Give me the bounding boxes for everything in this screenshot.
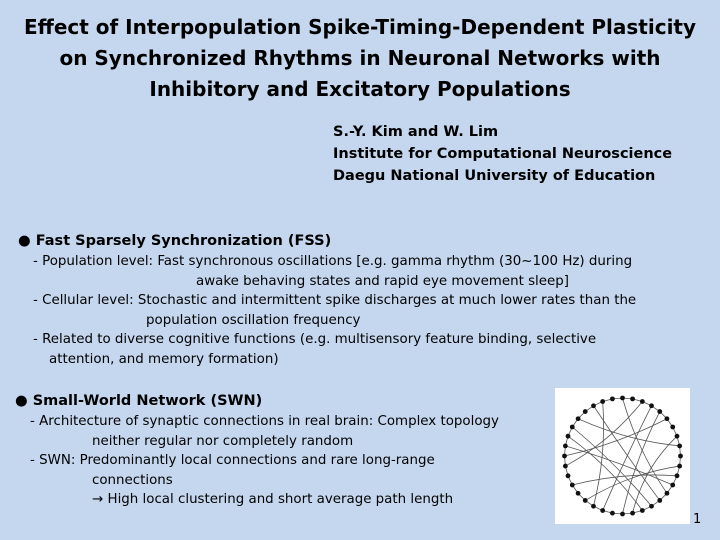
fss-item-2-line2: population oscillation frequency <box>146 312 361 328</box>
network-node <box>591 403 596 408</box>
swn-item-1-line1: Architecture of synaptic connections in real brain: Complex topology <box>39 414 499 429</box>
network-nodes <box>562 396 683 517</box>
network-node <box>600 508 605 513</box>
network-node <box>675 473 680 478</box>
network-node <box>583 409 588 414</box>
network-node <box>677 464 682 469</box>
bullet-icon: ● <box>15 393 28 409</box>
network-node <box>657 409 662 414</box>
network-node <box>670 425 675 430</box>
network-node <box>591 504 596 509</box>
network-node <box>665 416 670 421</box>
swn-conclusion-text: High local clustering and short average path length <box>107 492 454 507</box>
network-node <box>665 491 670 496</box>
author-university: Daegu National University of Education <box>333 168 656 184</box>
network-node <box>566 473 571 478</box>
network-node <box>640 399 645 404</box>
network-node <box>562 454 567 459</box>
swn-item-1: - Architecture of synaptic connections in real brain: Complex topology neither regular nor completely random <box>15 412 499 451</box>
small-world-network-figure <box>555 388 690 524</box>
author-institute: Institute for Computational Neuroscience <box>333 146 673 162</box>
fss-item-2: - Cellular level: Stochastic and intermittent spike discharges at much lower rates than the population oscillation frequency <box>18 291 636 330</box>
swn-conclusion <box>30 490 499 510</box>
network-node <box>620 512 625 517</box>
network-node <box>600 399 605 404</box>
network-node <box>563 464 568 469</box>
swn-item-1-line2: neither regular nor completely random <box>92 433 354 449</box>
author-block <box>333 121 672 187</box>
swn-heading-text: Small-World Network (SWN) <box>32 393 263 409</box>
fss-item-1: - Population level: Fast synchronous oscillations [e.g. gamma rhythm (30~100 Hz) during awake behaving states and rapid eye movement sleep] <box>18 252 636 291</box>
network-node <box>649 504 654 509</box>
fss-heading-text: Fast Sparsely Synchronization (FSS) <box>35 233 332 249</box>
network-node <box>630 511 635 516</box>
network-node <box>570 425 575 430</box>
title-line-2: on Synchronized Rhythms in Neuronal Networks with <box>59 46 661 70</box>
author-names: S.-Y. Kim and W. Lim <box>333 124 499 140</box>
network-node <box>576 491 581 496</box>
network-node <box>640 508 645 513</box>
long-range-edge <box>594 401 604 506</box>
network-node <box>610 396 615 401</box>
swn-heading <box>15 390 499 412</box>
fss-item-3-line1: Related to diverse cognitive functions (e.g. multisensory feature binding, selective <box>42 332 597 347</box>
network-node <box>583 498 588 503</box>
swn-item-2: - SWN: Predominantly local connections and rare long-range connections → High local clustering and short average path length <box>15 451 499 510</box>
network-node <box>620 396 625 401</box>
long-range-edge <box>572 427 651 506</box>
title-line-3: Inhibitory and Excitatory Populations <box>149 77 571 101</box>
network-edges <box>565 398 681 514</box>
network-node <box>649 403 654 408</box>
network-node <box>678 454 683 459</box>
network-node <box>670 483 675 488</box>
network-node <box>677 444 682 449</box>
network-node <box>657 498 662 503</box>
network-node <box>570 483 575 488</box>
fss-heading <box>18 230 636 252</box>
network-node <box>675 434 680 439</box>
swn-section <box>15 390 499 510</box>
network-node <box>630 396 635 401</box>
swn-item-2-line1: SWN: Predominantly local connections and rare long-range <box>39 453 435 468</box>
fss-item-3-line2: attention, and memory formation) <box>49 351 279 367</box>
network-node <box>563 444 568 449</box>
fss-item-1-line2: awake behaving states and rapid eye movement sleep] <box>196 273 569 289</box>
network-node <box>576 416 581 421</box>
arrow-right-icon: → <box>92 492 104 507</box>
fss-section <box>18 230 636 369</box>
swn-item-2-line2: connections <box>92 472 173 488</box>
page-number: 1 <box>693 512 702 527</box>
fss-item-2-line1: Cellular level: Stochastic and intermittent spike discharges at much lower rates than the <box>42 293 637 308</box>
network-node <box>566 434 571 439</box>
fss-item-3: - Related to diverse cognitive functions (e.g. multisensory feature binding, selective attention, and memory formation) <box>18 330 636 369</box>
long-range-edge <box>578 419 680 446</box>
bullet-icon: ● <box>18 233 31 249</box>
fss-item-1-line1: Population level: Fast synchronous oscillations [e.g. gamma rhythm (30~100 Hz) during <box>42 254 633 269</box>
title-line-1: Effect of Interpopulation Spike-Timing-Dependent Plasticity <box>23 15 697 39</box>
network-node <box>610 511 615 516</box>
slide-title <box>0 12 720 105</box>
